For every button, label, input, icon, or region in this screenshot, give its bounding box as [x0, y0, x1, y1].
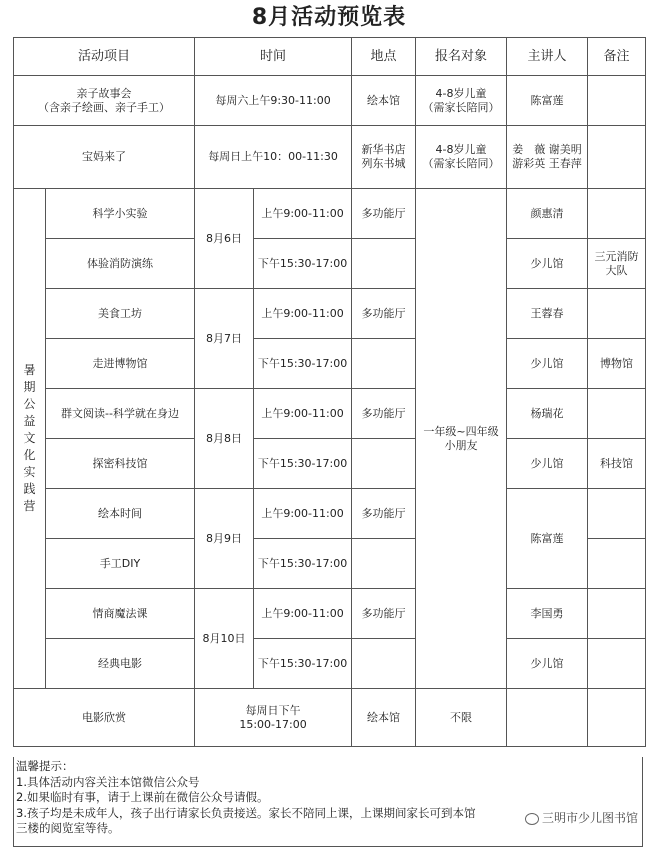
speaker-cell: 杨瑞花	[507, 389, 588, 439]
table-row	[14, 389, 646, 439]
activity-cell: 绘本时间	[46, 489, 195, 539]
note-cell	[588, 489, 646, 539]
speaker-cell: 少儿馆	[507, 339, 588, 389]
time-cell: 下午15:30-17:00	[254, 539, 352, 589]
location-cell	[352, 539, 416, 589]
notes-heading: 温馨提示：	[16, 759, 74, 773]
camp-label: 暑 期 公 益 文 化 实 践 营	[14, 189, 46, 689]
time-cell: 每周日下午 15:00-17:00	[195, 689, 352, 747]
activity-cell: 美食工坊	[46, 289, 195, 339]
notes-line: 三楼的阅览室等待。	[16, 821, 120, 835]
table-row	[14, 126, 646, 189]
header-speaker: 主讲人	[507, 38, 588, 76]
time-cell: 下午15:30-17:00	[254, 339, 352, 389]
note-cell	[588, 639, 646, 689]
page-title: 8月活动预览表	[251, 5, 407, 30]
activity-cell: 手工DIY	[46, 539, 195, 589]
location-cell	[352, 439, 416, 489]
activity-table	[13, 37, 646, 747]
note-cell: 三元消防大队	[588, 239, 646, 289]
date-cell: 8月6日	[195, 189, 254, 289]
time-cell: 下午15:30-17:00	[254, 239, 352, 289]
table-row	[14, 189, 646, 239]
time-cell: 下午15:30-17:00	[254, 639, 352, 689]
header-audience: 报名对象	[416, 38, 507, 76]
activity-cell: 亲子故事会 （含亲子绘画、亲子手工）	[14, 76, 195, 126]
time-cell: 每周日上午10：00-11:30	[195, 126, 352, 189]
date-cell: 8月9日	[195, 489, 254, 589]
note-cell	[588, 589, 646, 639]
header-row	[14, 38, 646, 76]
time-cell: 上午9:00-11:00	[254, 489, 352, 539]
speaker-cell: 李国勇	[507, 589, 588, 639]
note-cell: 科技馆	[588, 439, 646, 489]
header-location: 地点	[352, 38, 416, 76]
speaker-cell: 王蓉春	[507, 289, 588, 339]
watermark-text: 三明市少儿图书馆	[541, 811, 638, 825]
notes-box	[13, 757, 643, 847]
table-row	[14, 489, 646, 539]
speaker-cell: 陈富莲	[507, 489, 588, 589]
header-note: 备注	[588, 38, 646, 76]
audience-cell: 4-8岁儿童 （需家长陪同）	[416, 76, 507, 126]
header-time: 时间	[195, 38, 352, 76]
location-cell	[352, 239, 416, 289]
speaker-cell: 陈富莲	[507, 76, 588, 126]
watermark	[523, 809, 640, 826]
location-cell: 绘本馆	[352, 76, 416, 126]
date-cell: 8月10日	[195, 589, 254, 689]
speaker-cell: 姜 薇 谢美明 游彩英 王春萍	[507, 126, 588, 189]
audience-cell: 不限	[416, 689, 507, 747]
table-row	[14, 639, 646, 689]
note-cell	[588, 189, 646, 239]
activity-cell: 群文阅读--科学就在身边	[46, 389, 195, 439]
note-cell	[588, 126, 646, 189]
location-cell: 多功能厅	[352, 289, 416, 339]
location-cell: 多功能厅	[352, 389, 416, 439]
audience-cell: 4-8岁儿童 （需家长陪同）	[416, 126, 507, 189]
speaker-cell: 少儿馆	[507, 239, 588, 289]
notes-line: 3.孩子均是未成年人，孩子出行请家长负责接送。家长不陪同上课，上课期间家长可到本馆	[16, 805, 476, 820]
activity-cell: 宝妈来了	[14, 126, 195, 189]
table-row	[14, 339, 646, 389]
time-cell: 上午9:00-11:00	[254, 389, 352, 439]
note-cell	[588, 76, 646, 126]
table-row	[14, 239, 646, 289]
note-cell	[588, 539, 646, 589]
activity-cell: 体验消防演练	[46, 239, 195, 289]
speaker-cell: 少儿馆	[507, 439, 588, 489]
time-cell: 下午15:30-17:00	[254, 439, 352, 489]
table-row	[14, 689, 646, 747]
location-cell: 绘本馆	[352, 689, 416, 747]
location-cell: 新华书店 列东书城	[352, 126, 416, 189]
note-cell	[588, 389, 646, 439]
location-cell: 多功能厅	[352, 189, 416, 239]
notes-line: 2.如果临时有事，请于上课前在微信公众号请假。	[16, 790, 269, 804]
speaker-cell: 颜惠清	[507, 189, 588, 239]
note-cell	[588, 289, 646, 339]
date-cell: 8月7日	[195, 289, 254, 389]
table-row	[14, 589, 646, 639]
time-cell: 上午9:00-11:00	[254, 289, 352, 339]
date-cell: 8月8日	[195, 389, 254, 489]
time-cell: 上午9:00-11:00	[254, 189, 352, 239]
speaker-cell	[507, 689, 588, 747]
table-row	[14, 76, 646, 126]
speaker-cell: 少儿馆	[507, 639, 588, 689]
table-row	[14, 289, 646, 339]
activity-cell: 情商魔法课	[46, 589, 195, 639]
table-row	[14, 439, 646, 489]
note-cell: 博物馆	[588, 339, 646, 389]
time-cell: 每周六上午9:30-11:00	[195, 76, 352, 126]
note-cell	[588, 689, 646, 747]
wechat-icon	[525, 813, 539, 825]
activity-cell: 经典电影	[46, 639, 195, 689]
activity-cell: 探密科技馆	[46, 439, 195, 489]
location-cell: 多功能厅	[352, 489, 416, 539]
activity-cell: 科学小实验	[46, 189, 195, 239]
activity-cell: 电影欣赏	[14, 689, 195, 747]
location-cell: 多功能厅	[352, 589, 416, 639]
activity-cell: 走进博物馆	[46, 339, 195, 389]
location-cell	[352, 639, 416, 689]
header-activity: 活动项目	[14, 38, 195, 76]
time-cell: 上午9:00-11:00	[254, 589, 352, 639]
location-cell	[352, 339, 416, 389]
notes-line: 1.具体活动内容关注本馆微信公众号	[16, 774, 200, 789]
camp-audience: 一年级~四年级小朋友	[416, 189, 507, 689]
